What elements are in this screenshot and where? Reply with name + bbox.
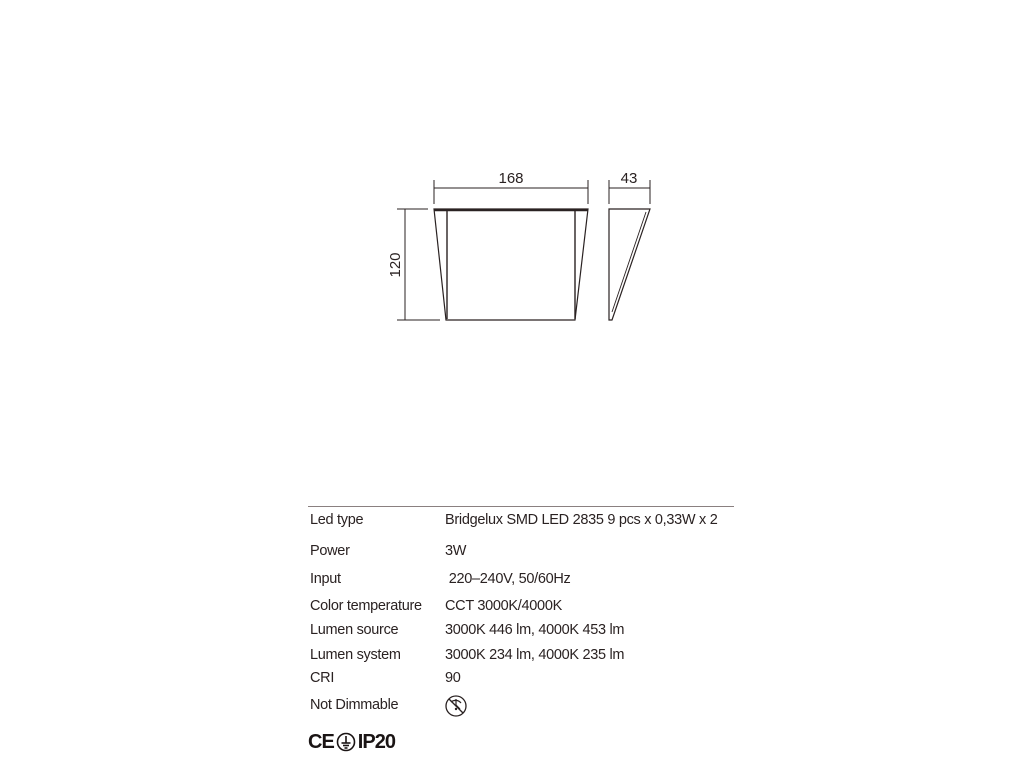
spec-label: Power (310, 543, 350, 559)
ip-rating: IP20 (357, 730, 395, 753)
spec-value: 3000K 234 lm, 4000K 235 lm (445, 647, 625, 663)
ce-mark: CE (308, 730, 334, 753)
spec-value: 90 (445, 670, 461, 686)
spec-table (308, 506, 734, 713)
spec-label: Lumen source (310, 622, 399, 638)
width-dimension-label: 168 (498, 170, 524, 187)
spec-label: Color temperature (310, 598, 422, 614)
spec-value: CCT 3000K/4000K (445, 598, 562, 614)
spec-label: Not Dimmable (310, 697, 399, 713)
height-dimension-label: 120 (387, 252, 404, 278)
protection-class-icon (336, 732, 356, 752)
spec-value: Bridgelux SMD LED 2835 9 pcs x 0,33W x 2 (445, 512, 718, 528)
spec-value: 220–240V, 50/60Hz (445, 571, 571, 587)
spec-label: Input (310, 571, 341, 587)
depth-dimension-label: 43 (620, 170, 638, 187)
side-view-inner-edge (612, 212, 646, 312)
certification-marks (308, 729, 395, 755)
spec-value: 3W (445, 543, 467, 559)
spec-label: Led type (310, 512, 364, 528)
not-dimmable-icon (444, 694, 468, 718)
spec-label: CRI (310, 670, 335, 686)
front-view-outline (434, 209, 588, 320)
spec-value: 3000K 446 lm, 4000K 453 lm (445, 622, 625, 638)
spec-label: Lumen system (310, 647, 401, 663)
